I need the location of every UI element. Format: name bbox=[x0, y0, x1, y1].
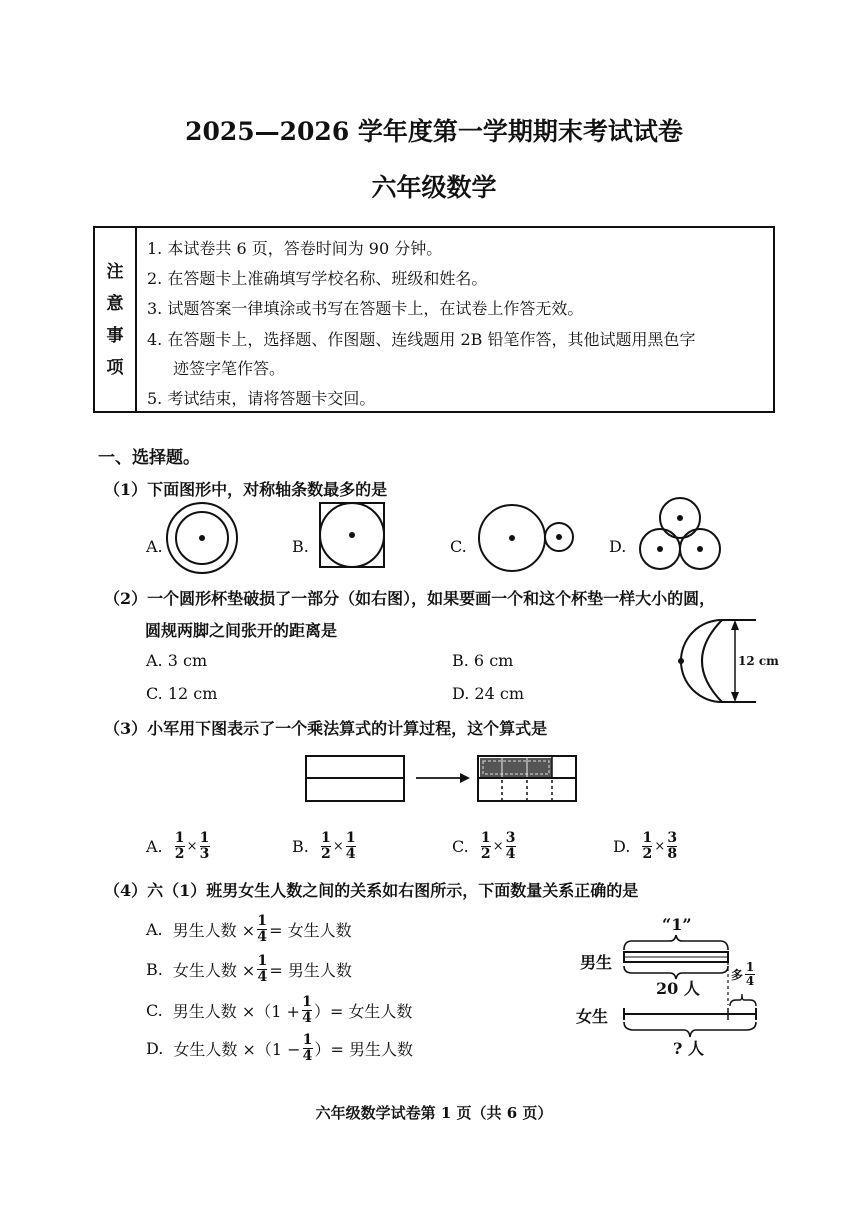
option-text: ）= 男生人数 bbox=[314, 1040, 414, 1059]
option-text: 男生人数 ×（1 + bbox=[172, 1002, 300, 1021]
q4-boys-label: 男生 bbox=[580, 953, 613, 972]
notice-item-5: 5. 考试结束，请将答题卡交回。 bbox=[147, 389, 376, 408]
notice-label-char: 意 bbox=[106, 293, 124, 314]
more-text: 多 bbox=[731, 968, 744, 982]
notice-item-1: 1. 本试卷共 6 页，答卷时间为 90 分钟。 bbox=[147, 239, 443, 258]
q4-girls-label: 女生 bbox=[576, 1007, 609, 1026]
fraction: $\frac{1}{2}$ bbox=[642, 830, 653, 862]
q4-unit-label: “1” bbox=[662, 915, 692, 934]
fraction: $\frac{1}{4}$ bbox=[257, 913, 268, 945]
section-title: 一、选择题。 bbox=[98, 448, 200, 468]
option-letter: C. bbox=[452, 837, 469, 856]
q1-option-b-label: B. bbox=[292, 537, 309, 556]
fraction: $\frac{1}{2}$ bbox=[320, 830, 331, 862]
times-sign: × bbox=[186, 839, 198, 854]
question-4-stem: （4）六（1）班男女生人数之间的关系如右图所示，下面数量关系正确的是 bbox=[104, 881, 639, 900]
exam-subtitle: 六年级数学 bbox=[371, 173, 497, 202]
times-sign: × bbox=[492, 839, 504, 854]
q2-option-b: B. 6 cm bbox=[452, 651, 514, 670]
option-letter: A. bbox=[146, 837, 163, 856]
q3-option-c bbox=[452, 831, 516, 862]
q4-girls-count: ? 人 bbox=[673, 1039, 704, 1058]
option-text: ）= 女生人数 bbox=[313, 1002, 413, 1021]
q3-option-d bbox=[613, 831, 677, 862]
q1-figure-b bbox=[320, 503, 384, 567]
q1-figure-d bbox=[640, 498, 720, 569]
option-text: = 男生人数 bbox=[269, 961, 352, 980]
option-letter: B. bbox=[292, 837, 309, 856]
notice-label-char: 注 bbox=[106, 261, 124, 282]
q4-option-d bbox=[146, 1033, 413, 1064]
question-2-stem-line-2: 圆规两脚之间张开的距离是 bbox=[145, 621, 338, 640]
q2-option-a: A. 3 cm bbox=[146, 651, 208, 670]
option-text: = 女生人数 bbox=[269, 921, 352, 940]
q4-option-a bbox=[146, 914, 352, 945]
fraction: $\frac{1}{4}$ bbox=[345, 830, 356, 862]
option-text: 男生人数 × bbox=[172, 921, 256, 940]
q1-option-d-label: D. bbox=[609, 537, 627, 556]
question-2-stem-line-1: （2）一个圆形杯垫破损了一部分（如右图），如果要画一个和这个杯垫一样大小的圆， bbox=[104, 589, 716, 608]
q2-figure-label: 12 cm bbox=[738, 654, 779, 668]
fraction: $\frac{1}{4}$ bbox=[302, 994, 312, 1026]
option-letter: B. bbox=[146, 960, 163, 979]
q3-option-b bbox=[292, 831, 356, 862]
notice-item-3: 3. 试题答案一律填涂或书写在答题卡上，在试卷上作答无效。 bbox=[147, 299, 584, 318]
notice-item-4-cont: 迹签字笔作答。 bbox=[173, 359, 286, 378]
notice-item-2: 2. 在答题卡上准确填写学校名称、班级和姓名。 bbox=[147, 269, 488, 288]
fraction: $\frac{1}{4}$ bbox=[257, 953, 268, 985]
q1-figure-c bbox=[479, 505, 573, 571]
option-letter: A. bbox=[146, 920, 163, 939]
fraction: $\frac{3}{8}$ bbox=[667, 830, 678, 862]
notice-item-4: 4. 在答题卡上，选择题、作图题、连线题用 2B 铅笔作答，其他试题用黑色字 bbox=[147, 330, 696, 349]
question-1-stem: （1）下面图形中，对称轴条数最多的是 bbox=[104, 480, 388, 499]
question-3-stem: （3）小军用下图表示了一个乘法算式的计算过程，这个算式是 bbox=[104, 719, 548, 738]
option-letter: D. bbox=[146, 1039, 164, 1058]
q1-figure-a bbox=[167, 503, 237, 573]
q3-option-a bbox=[146, 831, 210, 862]
q4-option-b bbox=[146, 954, 352, 985]
option-letter: C. bbox=[146, 1001, 163, 1020]
fraction: $\frac{1}{2}$ bbox=[480, 830, 491, 862]
option-text: 女生人数 ×（1 − bbox=[173, 1040, 301, 1059]
q1-option-c-label: C. bbox=[450, 537, 467, 556]
notice-label-char: 项 bbox=[106, 357, 124, 378]
times-sign: × bbox=[332, 839, 344, 854]
times-sign: × bbox=[654, 839, 666, 854]
fraction: $\frac{3}{4}$ bbox=[505, 830, 516, 862]
q1-option-a-label: A. bbox=[146, 537, 163, 556]
q4-boys-count: 20 人 bbox=[656, 979, 700, 998]
q2-option-d: D. 24 cm bbox=[452, 684, 525, 703]
fraction: $\frac{1}{4}$ bbox=[745, 960, 755, 988]
option-letter: D. bbox=[613, 837, 631, 856]
q2-option-c: C. 12 cm bbox=[146, 684, 218, 703]
q4-more-label bbox=[731, 961, 755, 988]
q3-figure bbox=[306, 756, 576, 801]
fraction: $\frac{1}{3}$ bbox=[199, 830, 210, 862]
fraction: $\frac{1}{2}$ bbox=[174, 830, 185, 862]
exam-title: 2025—2026 学年度第一学期期末考试试卷 bbox=[185, 117, 683, 146]
notice-label-char: 事 bbox=[106, 325, 124, 346]
fraction: $\frac{1}{4}$ bbox=[302, 1032, 313, 1064]
page-footer: 六年级数学试卷第 1 页（共 6 页） bbox=[315, 1104, 553, 1122]
q4-option-c bbox=[146, 995, 412, 1026]
option-text: 女生人数 × bbox=[172, 961, 256, 980]
